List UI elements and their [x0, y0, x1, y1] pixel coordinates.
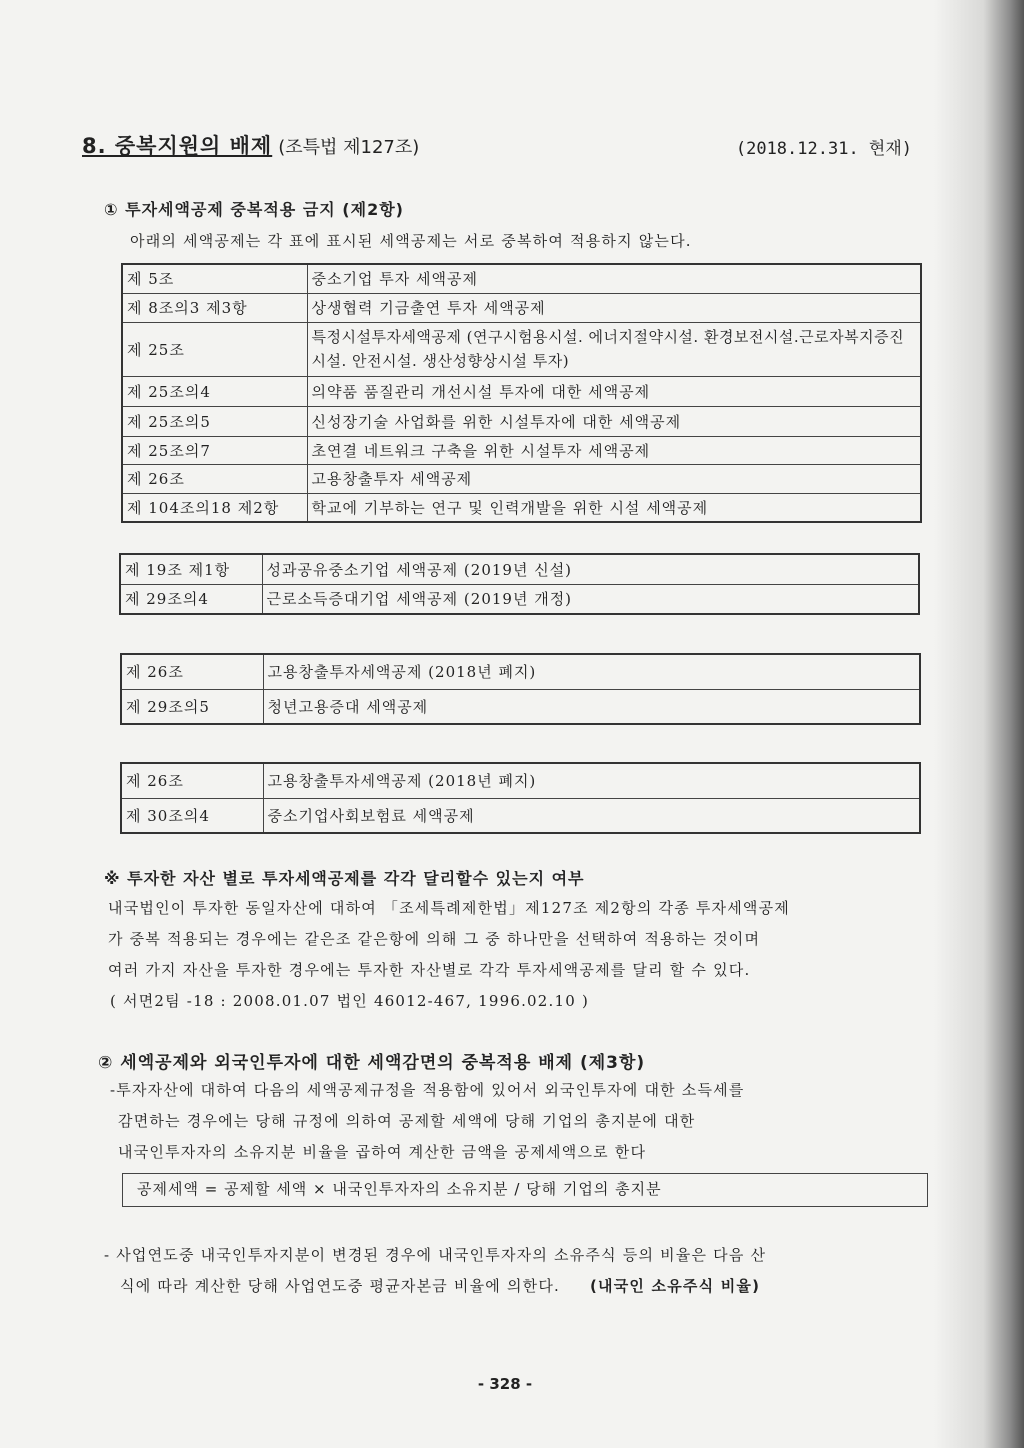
- table-row: [122, 406, 921, 436]
- section2-title: ② 세엑공제와 외국인투자에 대한 세액감면의 중복적용 배제 (제3항): [98, 1053, 646, 1073]
- section-heading: [82, 130, 912, 164]
- note-source: ( 서면2팀 -18 : 2008.01.07 법인 46012-467, 1996.02.10 ): [110, 992, 590, 1010]
- desc-cell: 특정시설투자세액공제 (연구시험용시설. 에너지절약시설. 환경보전시설.근로자복지증진시설. 안전시설. 생산성향상시설 투자): [307, 322, 921, 376]
- desc-cell: 중소기업사회보험료 세액공제: [263, 798, 920, 833]
- table-row: [122, 493, 921, 522]
- note-paragraph: [108, 893, 948, 1017]
- credit-table-2: [119, 553, 920, 615]
- tail-line: 식에 따라 계산한 당해 사업연도중 평균자본금 비율에 의한다.: [120, 1277, 560, 1295]
- tail-line: - 사업연도중 내국인투자지분이 변경된 경우에 내국인투자자의 소유주식 등의 비율은 다음 산: [104, 1246, 767, 1264]
- article-cell: 제 25조의5: [122, 406, 307, 436]
- note-line: 가 중복 적용되는 경우에는 같은조 같은항에 의해 그 중 하나만을 선택하여 적용하는 것이며: [108, 930, 761, 948]
- table-row: [122, 322, 921, 376]
- desc-cell: 의약품 품질관리 개선시설 투자에 대한 세액공제: [307, 376, 921, 406]
- article-cell: 제 25조의7: [122, 436, 307, 464]
- credit-table-4: [120, 762, 921, 834]
- desc-cell: 상생협력 기금출연 투자 세액공제: [307, 293, 921, 322]
- article-cell: 제 5조: [122, 264, 307, 293]
- section1-title: ① 투자세액공제 중복적용 금지 (제2항): [104, 200, 404, 219]
- desc-cell: 고용창출투자 세액공제: [307, 464, 921, 493]
- formula-box: 공제세액 = 공제할 세액 × 내국인투자자의 소유지분 / 당해 기업의 총지분: [122, 1173, 928, 1207]
- table-row: [120, 554, 919, 584]
- table-row: [121, 654, 920, 689]
- article-cell: 제 19조 제1항: [120, 554, 262, 584]
- table-row: [122, 464, 921, 493]
- desc-cell: 고용창출투자세액공제 (2018년 폐지): [263, 654, 920, 689]
- desc-cell: 청년고용증대 세액공제: [263, 689, 920, 724]
- table-row: [122, 376, 921, 406]
- section2-line: 내국인투자자의 소유지분 비율을 곱하여 계산한 금액을 공제세액으로 한다: [118, 1143, 647, 1161]
- desc-cell: 중소기업 투자 세액공제: [307, 264, 921, 293]
- article-cell: 제 29조의4: [120, 584, 262, 614]
- article-cell: 제 104조의18 제2항: [122, 493, 307, 522]
- table-row: [121, 798, 920, 833]
- section1-intro: 아래의 세액공제는 각 표에 표시된 세액공제는 서로 중복하여 적용하지 않는다.: [130, 232, 692, 250]
- page-number: - 328 -: [477, 1375, 533, 1393]
- article-cell: 제 26조: [122, 464, 307, 493]
- desc-cell: 신성장기술 사업화를 위한 시설투자에 대한 세액공제: [307, 406, 921, 436]
- table-row: [121, 689, 920, 724]
- desc-cell: 초연결 네트워크 구축을 위한 시설투자 세액공제: [307, 436, 921, 464]
- desc-cell: 근로소득증대기업 세액공제 (2019년 개정): [262, 584, 919, 614]
- page-title: 8. 중복지원의 배제: [82, 134, 273, 158]
- page-subtitle: (조특법 제127조): [278, 137, 420, 158]
- article-cell: 제 26조: [121, 763, 263, 798]
- article-cell: 제 29조의5: [121, 689, 263, 724]
- table-row: [121, 763, 920, 798]
- credit-table-1: [121, 263, 922, 523]
- article-cell: 제 8조의3 제3항: [122, 293, 307, 322]
- table-row: [120, 584, 919, 614]
- desc-cell: 고용창출투자세액공제 (2018년 폐지): [263, 763, 920, 798]
- note-line: 내국법인이 투자한 동일자산에 대하여 「조세특례제한법」제127조 제2항의 각종 투자세액공제: [108, 899, 790, 917]
- article-cell: 제 25조의4: [122, 376, 307, 406]
- date-label: (2018.12.31. 현재): [735, 139, 912, 159]
- note-line: 여러 가지 자산을 투자한 경우에는 투자한 자산별로 각각 투자세액공제를 달리 할 수 있다.: [108, 961, 751, 979]
- section2-line: 감면하는 경우에는 당해 규정에 의하여 공제할 세액에 당해 기업의 총지분에 대한: [118, 1112, 696, 1130]
- section2-line: -투자자산에 대하여 다음의 세액공제규정을 적용함에 있어서 외국인투자에 대한 소득세를: [110, 1081, 745, 1099]
- table-row: [122, 293, 921, 322]
- section2-paragraph: [110, 1075, 950, 1168]
- article-cell: 제 25조: [122, 322, 307, 376]
- section2-tail: [104, 1240, 954, 1302]
- table-row: [122, 264, 921, 293]
- credit-table-3: [120, 653, 921, 725]
- article-cell: 제 30조의4: [121, 798, 263, 833]
- table-row: [122, 436, 921, 464]
- desc-cell: 성과공유중소기업 세액공제 (2019년 신설): [262, 554, 919, 584]
- tail-bold-note: (내국인 소유주식 비율): [589, 1277, 761, 1295]
- note-title: ※ 투자한 자산 별로 투자세액공제를 각각 달리할수 있는지 여부: [104, 869, 585, 888]
- article-cell: 제 26조: [121, 654, 263, 689]
- page-edge-shadow: [934, 0, 1024, 1448]
- desc-cell: 학교에 기부하는 연구 및 인력개발을 위한 시설 세액공제: [307, 493, 921, 522]
